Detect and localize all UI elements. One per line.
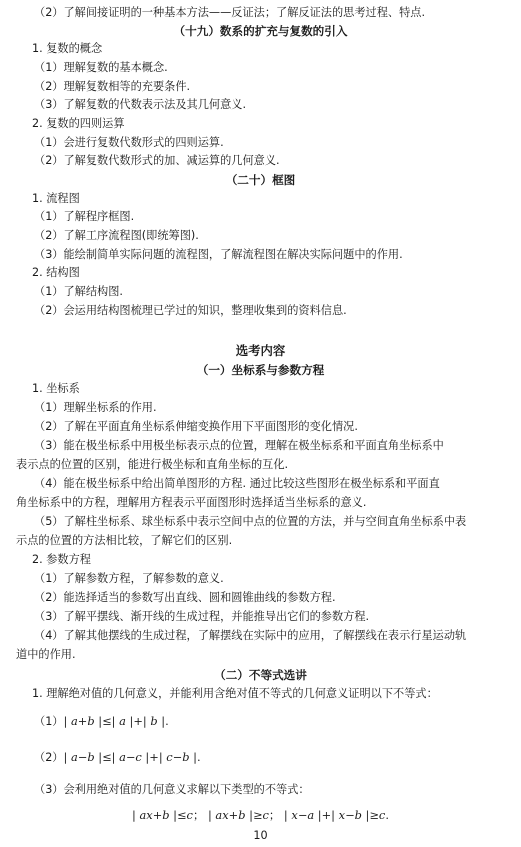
formula-line: [34, 712, 169, 732]
text-line: （1）了解参数方程，了解参数的意义.: [34, 572, 224, 585]
text-line: （1）理解复数的基本概念.: [34, 61, 168, 74]
item-label: （2）: [34, 751, 64, 764]
text-line-continued: 道中的作用.: [16, 648, 76, 661]
text-line: （2）了解在平面直角坐标系伸缩变换作用下平面图形的变化情况.: [34, 420, 358, 433]
text-line: （2）了解间接证明的一种基本方法——反证法；了解反证法的思考过程、特点.: [34, 6, 426, 19]
formula-line: [34, 748, 201, 768]
formula-3: | ax+b |≤c； | ax+b |≥c； | x−a |+| x−b |≥c.: [132, 808, 389, 822]
text-line: （3）能在极坐标系中用极坐标表示点的位置，理解在极坐标系和平面直角坐标系中: [34, 439, 444, 452]
formula-1: | a+b |≤| a |+| b |.: [63, 714, 169, 728]
subsection-heading: 2. 复数的四则运算: [32, 117, 125, 130]
text-line: （2）会运用结构图梳理已学过的知识，整理收集到的资料信息.: [34, 304, 347, 317]
text-line-continued: 示点的位置的方法相比较，了解它们的区别.: [16, 534, 233, 547]
subsection-heading: 1. 复数的概念: [32, 42, 103, 55]
subsection-heading: 1. 理解绝对值的几何意义，并能利用含绝对值不等式的几何意义证明以下不等式：: [32, 687, 438, 700]
part-title: 选考内容: [235, 343, 286, 358]
text-line: （3）了解平摆线、渐开线的生成过程，并能推导出它们的参数方程.: [34, 610, 370, 623]
text-line: （3）了解复数的代数表示法及其几何意义.: [34, 98, 247, 111]
text-line: （3）会利用绝对值的几何意义求解以下类型的不等式：: [34, 783, 310, 796]
text-line: （4）了解其他摆线的生成过程，了解摆线在实际中的应用，了解摆线在表示行星运动轨: [34, 629, 467, 642]
section-heading-b: （二）不等式选讲: [214, 668, 307, 682]
text-line: （1）了解程序框图.: [34, 210, 135, 223]
text-line: （1）了解结构图.: [34, 285, 123, 298]
text-line: （3）能绘制简单实际问题的流程图，了解流程图在解决实际问题中的作用.: [34, 248, 403, 261]
subsection-heading: 2. 结构图: [32, 266, 80, 279]
formula-2: | a−b |≤| a−c |+| c−b |.: [63, 750, 201, 764]
subsection-heading: 1. 坐标系: [32, 382, 80, 395]
text-line-continued: 角坐标系中的方程，理解用方程表示平面图形时选择适当坐标系的意义.: [16, 496, 367, 509]
text-line: （2）了解复数代数形式的加、减运算的几何意义.: [34, 154, 280, 167]
subsection-heading: 2. 参数方程: [32, 553, 91, 566]
text-line: （5）了解柱坐标系、球坐标系中表示空间中点的位置的方法，并与空间直角坐标系中表: [34, 515, 467, 528]
text-line: （2）能选择适当的参数写出直线、圆和圆锥曲线的参数方程.: [34, 591, 336, 604]
section-heading-20: （二十）框图: [225, 173, 296, 187]
text-line: （1）会进行复数代数形式的四则运算.: [34, 136, 224, 149]
section-heading-19: （十九）数系的扩充与复数的引入: [173, 24, 348, 38]
text-line: （2）了解工序流程图(即统筹图).: [34, 229, 199, 242]
text-line: （4）能在极坐标系中给出简单图形的方程. 通过比较这些图形在极坐标系和平面直: [34, 477, 440, 490]
subsection-heading: 1. 流程图: [32, 192, 80, 205]
text-line: （2）理解复数相等的充要条件.: [34, 80, 191, 93]
section-heading-a: （一）坐标系与参数方程: [196, 363, 325, 377]
item-label: （1）: [34, 715, 64, 728]
text-line: （1）理解坐标系的作用.: [34, 401, 157, 414]
page-number: 10: [253, 829, 268, 842]
text-line-continued: 表示点的位置的区别，能进行极坐标和直角坐标的互化.: [16, 458, 289, 471]
